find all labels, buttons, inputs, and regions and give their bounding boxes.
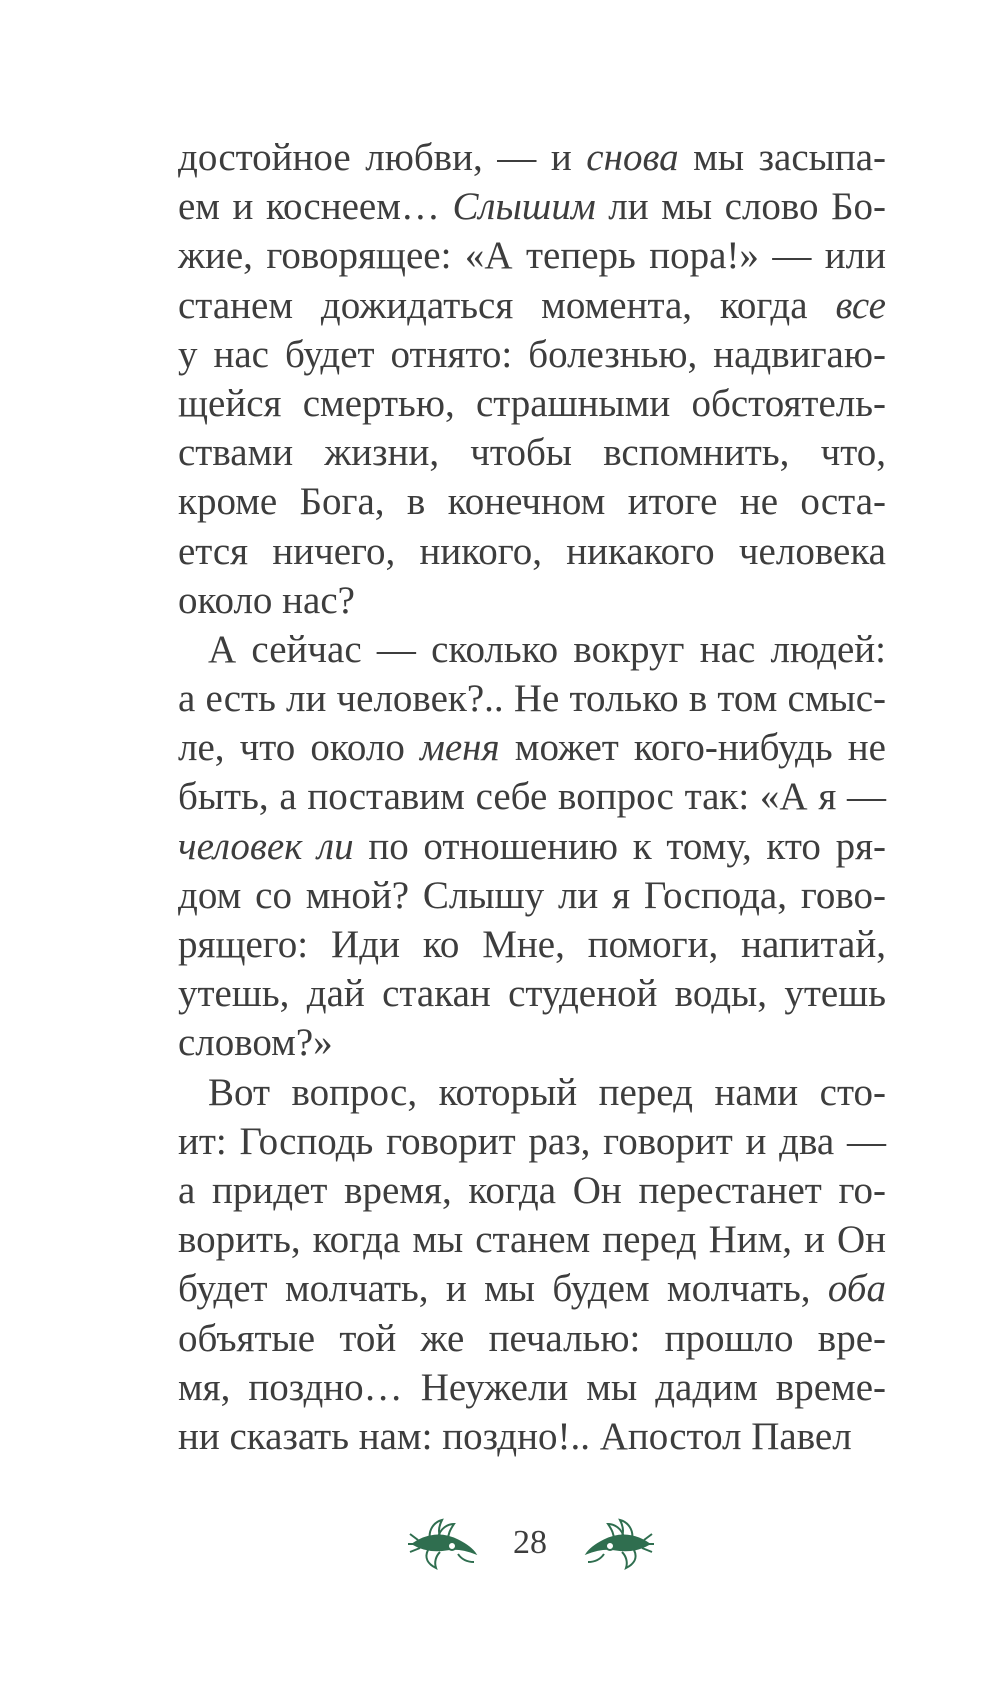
text-span: мы засыпа- [678,136,887,179]
text-line [178,871,886,920]
text-span: кроме Бога, в конечном итоге не оста- [178,480,886,524]
text-line [178,527,886,576]
text-span: может кого-нибудь не [499,726,886,770]
text-line [178,969,886,1018]
text-line [178,723,886,772]
text-line [178,182,886,231]
text-line [178,920,886,969]
italic-text: все [835,283,886,327]
text-line [178,1068,886,1117]
text-line [178,1314,886,1363]
text-span: будет молчать, и мы будем молчать, [178,1267,828,1311]
text-line [178,477,886,526]
text-span: ле, что около [178,726,420,770]
text-line [178,1412,886,1461]
text-span: около нас? [178,578,355,622]
text-span: утешь, дай стакан студеной воды, утешь [178,972,886,1016]
text-span: а придет время, когда Он перестанет го- [178,1168,886,1212]
text-span: быть, а поставим себе вопрос так: «А я — [178,775,886,819]
text-span: ется ничего, никого, никакого человека [178,529,886,573]
text-line [178,1018,886,1067]
body-text [178,133,886,1461]
text-line [178,133,886,182]
text-span: жие, говорящее: «А теперь пора!» — или [178,234,886,278]
text-line [178,379,886,428]
floral-ornament-icon [584,1518,654,1570]
italic-text: оба [827,1267,886,1311]
text-span: рящего: Иди ко Мне, помоги, напитай, [178,923,886,966]
text-line [178,281,886,330]
text-span: станем дожидаться момента, когда [178,283,836,327]
text-line [178,625,886,674]
text-span: ит: Господь говорит раз, говорит и два — [178,1119,886,1163]
text-span: у нас будет отнято: болезнью, надвигаю- [178,332,886,376]
text-line [178,772,886,821]
text-span: ем и коснеем… [178,185,453,229]
italic-text: снова [586,136,679,179]
text-line [178,330,886,379]
text-span: ли мы слово Бо- [595,185,886,229]
text-span: ворить, когда мы станем перед Ним, и Он [178,1218,886,1262]
text-span: Вот вопрос, который перед нами сто- [208,1070,886,1114]
text-span: достойное любви, — и [178,136,587,179]
text-line [178,576,886,625]
text-line [178,1166,886,1215]
text-line [178,1264,886,1313]
text-line [178,674,886,723]
floral-ornament-icon [408,1518,478,1570]
text-span: объятые той же печалью: прошло вре- [178,1316,886,1360]
page-number: 28 [513,1524,547,1561]
text-line [178,1215,886,1264]
page-footer [0,1518,1000,1578]
text-span: ствами жизни, чтобы вспомнить, что, [178,431,886,475]
text-line [178,1363,886,1412]
text-span: по отношению к тому, кто ря- [353,824,886,868]
text-line [178,1117,886,1166]
text-span: словом?» [178,1021,333,1065]
italic-text: меня [419,726,500,770]
text-span: дом со мной? Слышу ли я Господа, гово- [178,873,886,917]
text-span: щейся смертью, страшными обстоятель- [178,381,886,425]
text-span: ни сказать нам: поздно!.. Апостол Павел [178,1414,852,1458]
italic-text: Слышим [452,185,596,229]
text-line [178,822,886,871]
text-span: мя, поздно… Неужели мы дадим време- [178,1365,886,1409]
text-line [178,231,886,280]
italic-text: человек ли [178,824,354,868]
text-span: а есть ли человек?.. Не только в том смыс- [178,677,886,721]
text-line [178,428,886,477]
text-span: А сейчас — сколько вокруг нас людей: [208,627,886,671]
